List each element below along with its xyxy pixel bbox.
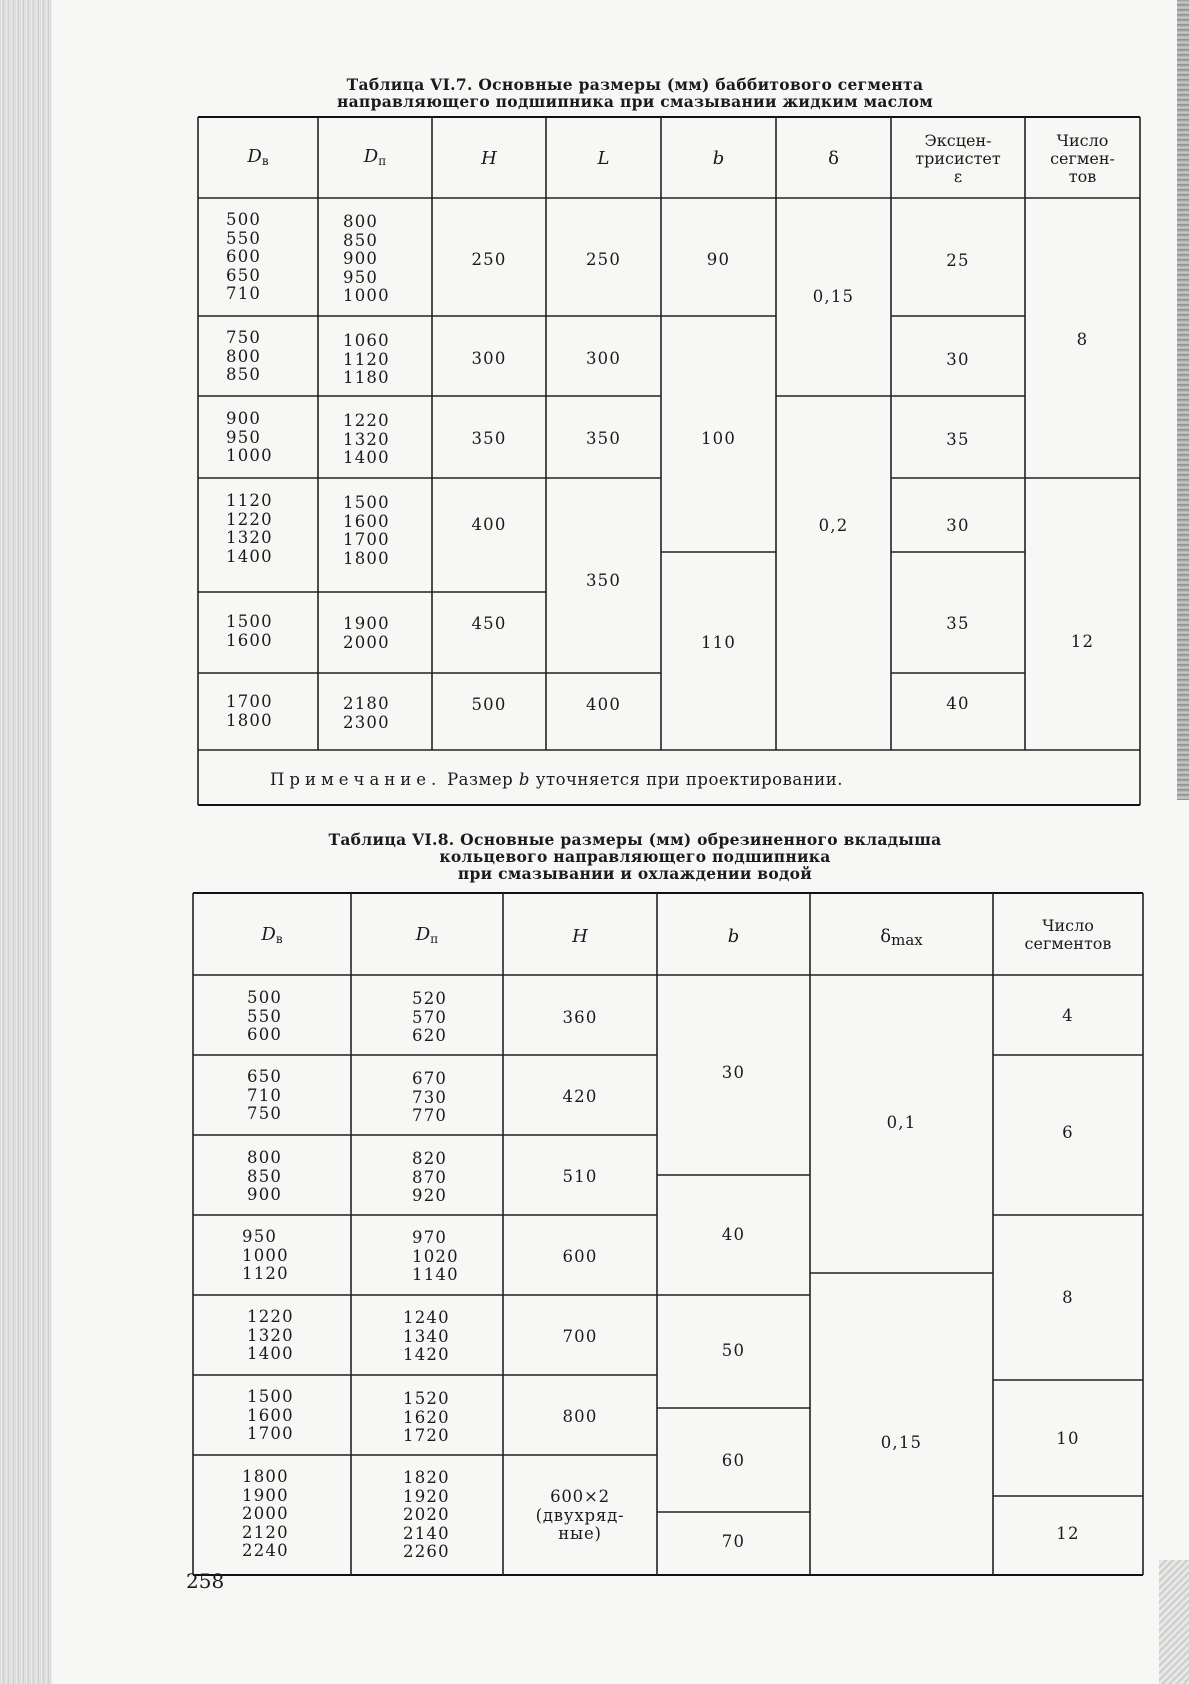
- t1-header-delta: δ: [828, 148, 839, 169]
- t1-r6-dp-2: 2300: [343, 712, 390, 732]
- t1-header-db-symbol: D: [247, 146, 262, 167]
- t2-r4-db-3: 1120: [242, 1264, 289, 1283]
- t1-r4-db-4: 1400: [226, 546, 273, 566]
- t2-r3-h: 510: [562, 1167, 598, 1186]
- t2-header-delta-symbol: δ: [880, 926, 892, 947]
- t2-r7-h-2: (двухряд-: [535, 1505, 625, 1525]
- t1-header-count-line3: тов: [1068, 167, 1097, 186]
- t2-r5-db-2: 1320: [247, 1325, 294, 1345]
- t2-r5-dp: [403, 1309, 478, 1365]
- t1-r5-db-1: 1500: [226, 612, 273, 631]
- t1-header-ecc-line2: трисистет: [915, 149, 1001, 168]
- t1-r2-dp-3: 1180: [343, 368, 390, 387]
- t2-b-60: 60: [721, 1451, 746, 1470]
- t2-header-h: H: [572, 926, 588, 947]
- t1-r1-l: 250: [585, 250, 622, 269]
- t1-r5-db-2: 1600: [226, 630, 273, 650]
- t1-r6-h: 500: [471, 695, 507, 714]
- t1-r2-db-2: 800: [226, 346, 262, 366]
- t1-r5-dp-2: 2000: [343, 632, 390, 652]
- t1-note: [270, 770, 843, 789]
- t1-count-8: 8: [1076, 330, 1089, 349]
- t2-r7-db: [242, 1468, 317, 1561]
- t1-ecc-40: 40: [946, 694, 970, 713]
- t2-r2-db-1: 650: [247, 1067, 283, 1086]
- t2-r5-dp-3: 1420: [403, 1345, 450, 1364]
- t1-r5-h: 450: [471, 614, 507, 633]
- t2-r7-h: [503, 1488, 657, 1544]
- t2-header-db-symbol: D: [261, 924, 276, 945]
- t2-r2-db-3: 750: [247, 1104, 283, 1123]
- t1-r3-h: 350: [471, 429, 507, 448]
- t1-ecc-25: 25: [946, 251, 970, 270]
- t1-header-l: L: [597, 148, 610, 169]
- table2-caption-line1: Таблица VI.8. Основные размеры (мм) обрезиненного вкладыша: [328, 830, 942, 849]
- t2-r7-db-4: 2120: [242, 1522, 289, 1542]
- t1-header-eccentricity: [891, 132, 1025, 186]
- t2-count-10: 10: [1056, 1429, 1080, 1448]
- t1-r1-dp-3: 900: [343, 249, 379, 268]
- t2-r3-db: [247, 1149, 317, 1205]
- t1-ecc-30b: 30: [946, 516, 970, 535]
- t2-count-12: 12: [1056, 1524, 1080, 1543]
- t1-r3-dp-3: 1400: [343, 448, 390, 467]
- t1-r1-h: 250: [471, 250, 507, 269]
- t1-r4-db: [226, 492, 296, 566]
- t1-r1-dp-5: 1000: [343, 286, 390, 305]
- t2-delta-0-1: 0,1: [886, 1113, 917, 1132]
- t2-delta-0-15: 0,15: [880, 1433, 923, 1452]
- t1-r5-db: [226, 613, 296, 650]
- t2-r6-dp: [403, 1390, 478, 1446]
- t1-r3-db: [226, 410, 296, 466]
- t2-r4-dp: [412, 1229, 487, 1285]
- t1-r2-h: 300: [471, 349, 507, 368]
- t2-r4-h: 600: [562, 1247, 598, 1266]
- t1-count-12: 12: [1070, 632, 1095, 651]
- t1-r1-dp: [343, 213, 413, 306]
- t1-r4-db-2: 1220: [226, 509, 273, 529]
- t2-header-dp-symbol: D: [415, 924, 431, 945]
- t1-r1-db-1: 500: [226, 210, 262, 229]
- t2-r4-db-2: 1000: [242, 1245, 289, 1265]
- t1-r2-db-1: 750: [226, 328, 262, 347]
- t1-r2-db-3: 850: [226, 365, 262, 384]
- t1-r1-dp-1: 800: [343, 212, 379, 231]
- t2-r1-dp-2: 570: [412, 1007, 448, 1027]
- t2-r2-db-2: 710: [247, 1085, 283, 1105]
- t1-r6-l: 400: [585, 695, 622, 714]
- table2-caption-line3: при смазывании и охлаждении водой: [457, 864, 813, 883]
- t2-r6-db: [247, 1388, 322, 1444]
- t2-r7-db-3: 2000: [242, 1504, 289, 1523]
- t1-r6-db: [226, 693, 296, 730]
- t1-b-110: 110: [700, 633, 737, 652]
- t2-r5-h: 700: [562, 1327, 598, 1346]
- t2-r7-dp-1: 1820: [403, 1468, 450, 1487]
- t2-b-30: 30: [721, 1063, 746, 1082]
- t1-header-ecc-line1: Эксцен-: [924, 131, 992, 150]
- t1-r4-h: 400: [471, 515, 507, 534]
- t1-r6-db-2: 1800: [226, 710, 273, 730]
- t1-header-dp-symbol: D: [363, 146, 379, 167]
- t1-r4-dp-1: 1500: [343, 493, 390, 512]
- t2-r3-dp-2: 870: [412, 1167, 448, 1187]
- t2-r4-db: [242, 1228, 317, 1284]
- t2-r6-dp-1: 1520: [403, 1389, 450, 1408]
- t2-r7-dp-2: 1920: [403, 1486, 450, 1506]
- t1-header-count-line2: сегмен-: [1050, 149, 1115, 168]
- t2-r7-h-1: 600×2: [550, 1487, 610, 1506]
- t1-r2-dp: [343, 332, 413, 388]
- t2-r1-dp-3: 620: [412, 1026, 448, 1045]
- t2-r5-db-3: 1400: [247, 1344, 294, 1363]
- t2-b-70: 70: [721, 1532, 746, 1551]
- t1-header-b: b: [712, 148, 725, 169]
- t1-l-merged-350: 350: [585, 571, 622, 590]
- table1-caption-line1: Таблица VI.7. Основные размеры (мм) баббитового сегмента: [346, 75, 924, 94]
- t2-count-6: 6: [1062, 1123, 1074, 1142]
- t2-r3-db-3: 900: [247, 1185, 283, 1204]
- t2-r4-dp-3: 1140: [412, 1265, 459, 1284]
- t1-r2-dp-2: 1120: [343, 349, 390, 369]
- t1-r5-dp: [343, 615, 413, 652]
- t2-r7-dp-5: 2260: [403, 1542, 450, 1561]
- t1-r1-dp-2: 850: [343, 230, 379, 250]
- t1-r4-db-1: 1120: [226, 491, 273, 510]
- t2-r1-h: 360: [562, 1008, 598, 1027]
- t2-r3-dp: [412, 1150, 482, 1206]
- t1-b-90: 90: [706, 250, 731, 269]
- t1-r3-db-3: 1000: [226, 446, 273, 465]
- t1-ecc-30: 30: [946, 350, 970, 369]
- t1-r6-dp: [343, 695, 413, 732]
- t2-r4-db-1: 950: [242, 1227, 278, 1246]
- t1-header-dp: [318, 148, 432, 170]
- t2-r1-db-2: 550: [247, 1006, 283, 1026]
- t2-r2-dp-3: 770: [412, 1106, 448, 1125]
- t1-r1-db: [226, 211, 296, 304]
- table2-caption-line2: кольцевого направляющего подшипника: [439, 847, 831, 866]
- t2-r1-dp-1: 520: [412, 989, 448, 1008]
- t1-r3-dp-2: 1320: [343, 429, 390, 449]
- t2-r7-dp-4: 2140: [403, 1523, 450, 1543]
- t2-b-40: 40: [721, 1225, 746, 1244]
- t1-r3-db-2: 950: [226, 427, 262, 447]
- t2-r1-db-1: 500: [247, 988, 283, 1007]
- t1-note-end: уточняется при проектировании.: [535, 770, 843, 789]
- t2-header-segment-count: [993, 917, 1143, 953]
- t2-count-4: 4: [1062, 1006, 1074, 1025]
- t2-r2-h: 420: [562, 1087, 598, 1106]
- t1-header-segment-count: [1025, 132, 1140, 186]
- t1-r3-l: 350: [585, 429, 622, 448]
- t1-r6-dp-1: 2180: [343, 694, 390, 713]
- t2-r3-dp-1: 820: [412, 1149, 448, 1168]
- t1-r3-db-1: 900: [226, 409, 262, 428]
- t1-delta-0-2: 0,2: [818, 516, 849, 535]
- t2-r7-db-5: 2240: [242, 1541, 289, 1560]
- t2-r6-dp-3: 1720: [403, 1426, 450, 1445]
- t1-r1-db-4: 650: [226, 265, 262, 285]
- t1-b-100: 100: [700, 429, 737, 448]
- t1-r1-db-5: 710: [226, 284, 262, 303]
- t2-r6-db-3: 1700: [247, 1424, 294, 1443]
- t2-header-db-sub: в: [275, 932, 283, 946]
- t2-r1-dp: [412, 990, 482, 1046]
- t2-r6-dp-2: 1620: [403, 1407, 450, 1427]
- t2-r1-db: [247, 989, 317, 1045]
- t1-r4-db-3: 1320: [226, 528, 273, 547]
- t1-header-db: [198, 148, 318, 170]
- t2-r4-dp-1: 970: [412, 1228, 448, 1247]
- t2-r4-dp-2: 1020: [412, 1246, 459, 1266]
- t1-header-db-sub: в: [261, 154, 269, 168]
- t1-r2-dp-1: 1060: [343, 331, 390, 350]
- t2-r7-h-3: ные): [558, 1524, 602, 1543]
- t2-r2-db: [247, 1068, 317, 1124]
- t1-r2-l: 300: [585, 349, 622, 368]
- t2-header-dp: [351, 926, 503, 948]
- t1-note-prefix: Примечание.: [270, 770, 442, 789]
- t1-r3-dp-1: 1220: [343, 411, 390, 430]
- t2-count-8: 8: [1062, 1288, 1074, 1307]
- t1-r2-db: [226, 329, 296, 385]
- t1-r4-dp-3: 1700: [343, 530, 390, 549]
- t1-note-b: b: [518, 770, 530, 789]
- t2-r7-dp-3: 2020: [403, 1505, 450, 1524]
- t2-r3-db-2: 850: [247, 1166, 283, 1186]
- t2-header-count-line2: сегментов: [1024, 934, 1112, 953]
- table1-caption-line2: направляющего подшипника при смазывании жидким маслом: [336, 92, 934, 111]
- t2-r7-db-1: 1800: [242, 1467, 289, 1486]
- t1-r1-dp-4: 950: [343, 267, 379, 287]
- t1-r5-dp-1: 1900: [343, 614, 390, 633]
- t2-r2-dp-2: 730: [412, 1087, 448, 1107]
- t2-header-count-line1: Число: [1042, 916, 1094, 935]
- t1-r1-db-2: 550: [226, 228, 262, 248]
- t1-r4-dp: [343, 494, 413, 568]
- t2-r3-db-1: 800: [247, 1148, 283, 1167]
- t1-r4-dp-4: 1800: [343, 548, 390, 568]
- page-number: 258: [186, 1569, 225, 1593]
- t1-r1-db-3: 600: [226, 247, 262, 266]
- t2-r6-db-2: 1600: [247, 1405, 294, 1425]
- t2-header-delta-sub: max: [891, 931, 923, 949]
- t1-ecc-35: 35: [946, 430, 970, 449]
- table2-caption: [200, 831, 1070, 882]
- t1-r6-db-1: 1700: [226, 692, 273, 711]
- t1-delta-0-15: 0,15: [812, 287, 855, 306]
- t1-ecc-35b: 35: [946, 614, 970, 633]
- t2-header-dp-sub: п: [430, 932, 439, 946]
- t2-r6-h: 800: [562, 1407, 598, 1426]
- t2-r1-db-3: 600: [247, 1025, 283, 1044]
- t2-r7-dp: [403, 1469, 478, 1562]
- t2-r2-dp: [412, 1070, 482, 1126]
- t2-r5-db: [247, 1308, 322, 1364]
- t1-header-dp-sub: п: [378, 154, 387, 168]
- t1-r3-dp: [343, 412, 413, 468]
- t1-header-count-line1: Число: [1056, 131, 1109, 150]
- t1-header-ecc-line3: ε: [953, 167, 963, 186]
- t2-r7-db-2: 1900: [242, 1485, 289, 1505]
- t1-r4-dp-2: 1600: [343, 511, 390, 531]
- t2-header-delta-max: [810, 928, 993, 949]
- t2-r3-dp-3: 920: [412, 1186, 448, 1205]
- t2-r6-db-1: 1500: [247, 1387, 294, 1406]
- t2-b-50: 50: [721, 1341, 746, 1360]
- t2-r5-db-1: 1220: [247, 1307, 294, 1326]
- t2-r2-dp-1: 670: [412, 1069, 448, 1088]
- t1-note-text: Размер: [447, 770, 514, 789]
- t2-r5-dp-1: 1240: [403, 1308, 450, 1327]
- t2-r5-dp-2: 1340: [403, 1326, 450, 1346]
- t2-header-b: b: [727, 926, 740, 947]
- t1-header-h: H: [481, 148, 497, 169]
- t2-header-db: [193, 926, 351, 948]
